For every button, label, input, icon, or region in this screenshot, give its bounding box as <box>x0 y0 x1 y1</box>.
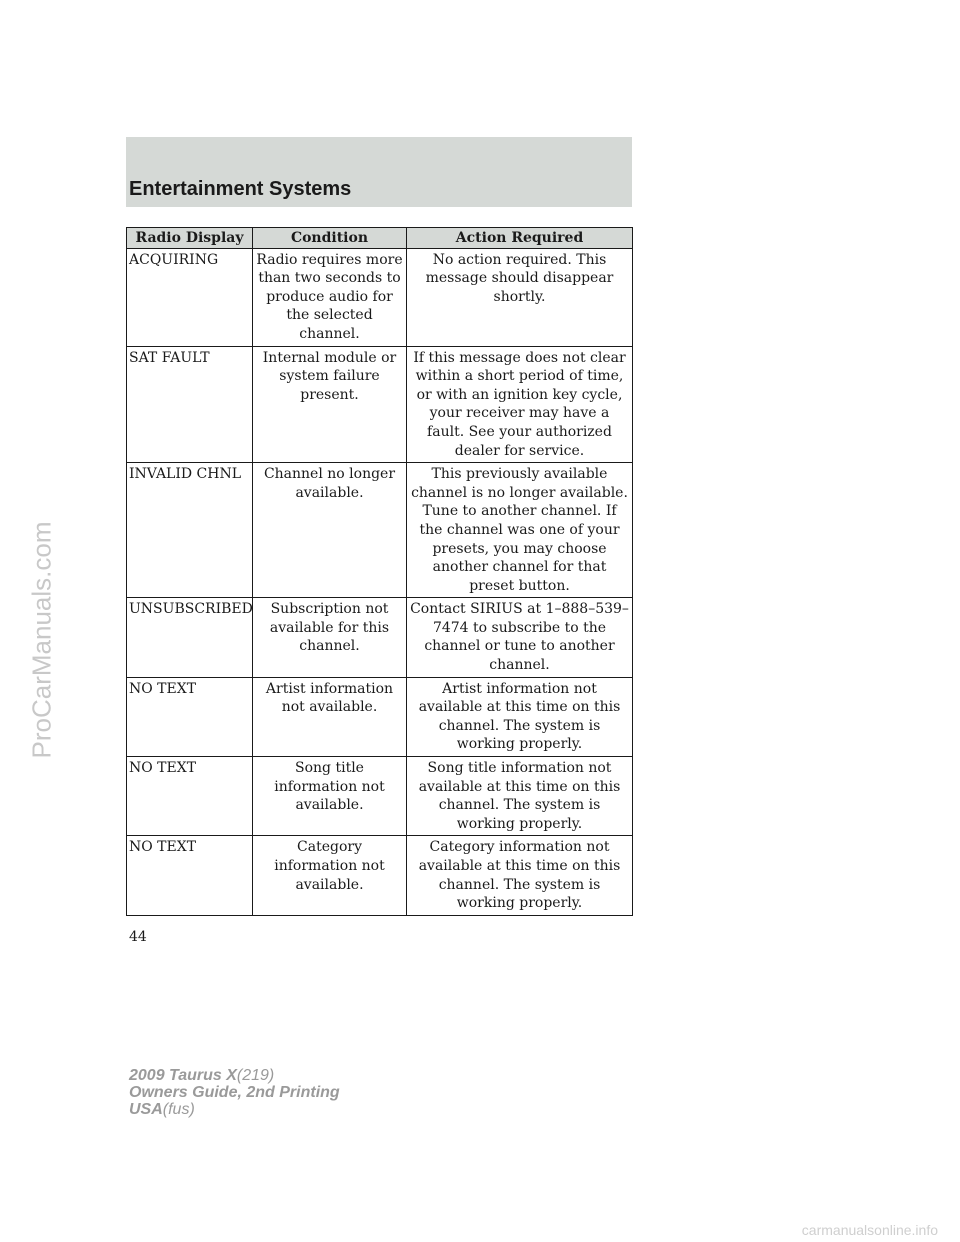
action-cell: If this message does not clear within a short period of time, or with an ignition key cycle, your receiver may have a fault. See your authorized dealer for service. <box>407 346 633 463</box>
footer-guide: Owners Guide, 2nd Printing <box>129 1084 340 1101</box>
column-header-condition: Condition <box>253 228 407 249</box>
footer-model-code: (219) <box>236 1067 275 1084</box>
condition-cell: Radio requires more than two seconds to produce audio for the selected channel. <box>253 248 407 346</box>
table-row <box>127 598 633 677</box>
table-header-row <box>127 228 633 249</box>
radio-display-cell: NO TEXT <box>127 757 253 836</box>
radio-display-table <box>126 227 633 916</box>
footer-model-line <box>129 1067 340 1084</box>
table-row <box>127 836 633 915</box>
condition-cell: Channel no longer available. <box>253 463 407 598</box>
radio-display-cell: NO TEXT <box>127 836 253 915</box>
condition-cell: Internal module or system failure present. <box>253 346 407 463</box>
table-row <box>127 677 633 756</box>
bottom-watermark: carmanualsonline.info <box>801 1222 938 1238</box>
condition-cell: Song title information not available. <box>253 757 407 836</box>
action-cell: Artist information not available at this time on this channel. The system is working properly. <box>407 677 633 756</box>
footer-market: USA <box>129 1101 163 1118</box>
radio-display-cell: SAT FAULT <box>127 346 253 463</box>
condition-cell: Category information not available. <box>253 836 407 915</box>
section-title: Entertainment Systems <box>129 178 352 200</box>
action-cell: No action required. This message should disappear shortly. <box>407 248 633 346</box>
footer-market-line <box>129 1101 340 1118</box>
action-cell: Song title information not available at this time on this channel. The system is working properly. <box>407 757 633 836</box>
footer-model: 2009 Taurus X <box>129 1067 237 1084</box>
action-cell: Contact SIRIUS at 1–888–539–7474 to subscribe to the channel or tune to another channel. <box>407 598 633 677</box>
condition-cell: Artist information not available. <box>253 677 407 756</box>
document-footer <box>129 1067 340 1118</box>
table-row <box>127 463 633 598</box>
radio-display-cell: ACQUIRING <box>127 248 253 346</box>
condition-cell: Subscription not available for this channel. <box>253 598 407 677</box>
footer-market-code: (fus) <box>162 1101 195 1118</box>
radio-display-cell: INVALID CHNL <box>127 463 253 598</box>
table-row <box>127 248 633 346</box>
radio-display-cell: NO TEXT <box>127 677 253 756</box>
action-cell: This previously available channel is no longer available. Tune to another channel. If the channel was one of your presets, you may choose another channel for that preset button. <box>407 463 633 598</box>
table-row <box>127 757 633 836</box>
column-header-radio-display: Radio Display <box>127 228 253 249</box>
side-watermark: ProCarManuals.com <box>26 521 57 759</box>
action-cell: Category information not available at this time on this channel. The system is working properly. <box>407 836 633 915</box>
column-header-action-required: Action Required <box>407 228 633 249</box>
table-row <box>127 346 633 463</box>
page-number: 44 <box>129 929 147 945</box>
radio-display-cell: UNSUBSCRIBED <box>127 598 253 677</box>
